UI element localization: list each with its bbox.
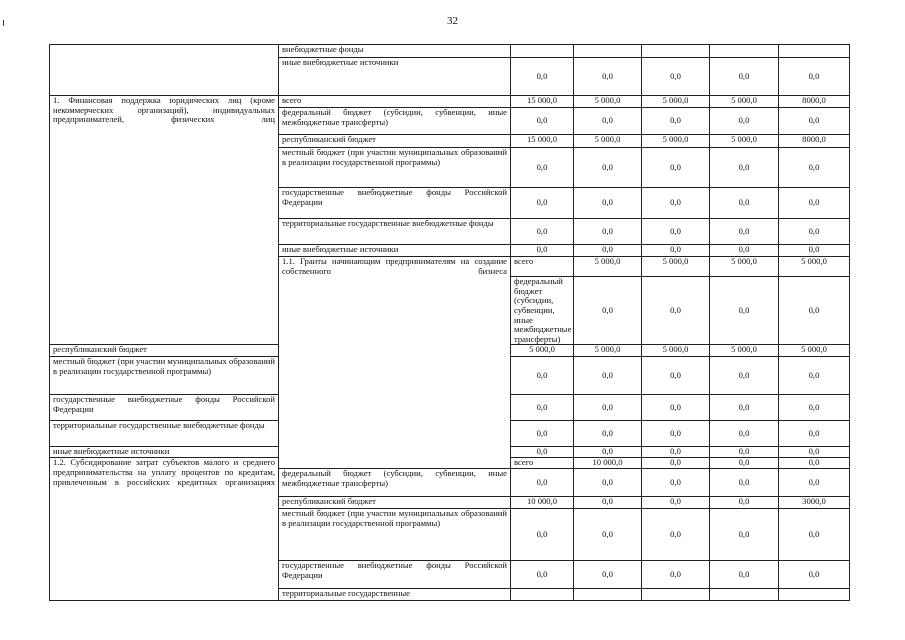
value-cell: 0,0 <box>642 108 710 135</box>
value-cell: 0,0 <box>779 188 850 219</box>
value-cell: 0,0 <box>642 357 710 395</box>
value-cell: 15 000,0 <box>511 96 574 108</box>
source-cell: территориальные государственные <box>279 589 511 601</box>
source-cell: внебюджетные фонды <box>279 45 511 58</box>
value-cell: 0,0 <box>710 188 779 219</box>
value-cell: 5 000,0 <box>710 96 779 108</box>
source-cell: республиканский бюджет <box>279 497 511 509</box>
value-cell: 5 000,0 <box>779 345 850 357</box>
value-cell: 0,0 <box>574 469 642 497</box>
source-cell: федеральный бюджет (субсидии, субвенции, иные межбюджетные трансферты) <box>279 469 511 497</box>
value-cell: 0,0 <box>511 58 574 96</box>
value-cell: 5 000,0 <box>574 135 642 148</box>
source-cell: республиканский бюджет <box>279 135 511 148</box>
value-cell: 0,0 <box>642 421 710 447</box>
measure-cell: 1.1. Гранты начинающим предпринимателям на создание собственного бизнеса <box>279 257 511 469</box>
source-cell: иные внебюджетные источники <box>279 245 511 257</box>
value-cell: 0,0 <box>710 395 779 421</box>
value-cell: 0,0 <box>779 277 850 345</box>
value-cell: 5 000,0 <box>574 257 642 277</box>
value-cell: 0,0 <box>779 458 850 469</box>
value-cell: 0,0 <box>642 447 710 458</box>
value-cell: 5 000,0 <box>574 96 642 108</box>
value-cell: 8000,0 <box>779 135 850 148</box>
value-cell: 5 000,0 <box>779 257 850 277</box>
value-cell: 0,0 <box>710 497 779 509</box>
value-cell <box>710 45 779 58</box>
value-cell: 0,0 <box>574 277 642 345</box>
value-cell: 0,0 <box>710 447 779 458</box>
source-cell: всего <box>511 458 574 469</box>
value-cell: 0,0 <box>779 395 850 421</box>
source-cell: всего <box>511 257 574 277</box>
value-cell: 0,0 <box>710 277 779 345</box>
value-cell: 0,0 <box>710 469 779 497</box>
value-cell: 10 000,0 <box>574 458 642 469</box>
value-cell <box>642 45 710 58</box>
source-cell: местный бюджет (при участии муниципальных образований в реализации государственной программы) <box>279 509 511 561</box>
value-cell: 5 000,0 <box>642 96 710 108</box>
value-cell: 8000,0 <box>779 96 850 108</box>
measure-cell: 1. Финансовая поддержка юридических лиц (кроме некоммерческих организаций), индивидуальных предпринимателей, физических лиц <box>50 96 279 345</box>
value-cell: 0,0 <box>779 469 850 497</box>
measure-cell: 1.2. Субсидирование затрат субъектов малого и среднего предпринимательства на уплату процентов по кредитам, привлеченным в российских кредитных организациях <box>50 458 279 601</box>
source-cell: государственные внебюджетные фонды Российской Федерации <box>279 188 511 219</box>
value-cell: 0,0 <box>574 188 642 219</box>
value-cell: 0,0 <box>511 188 574 219</box>
source-cell: местный бюджет (при участии муниципальных образований в реализации государственной программы) <box>279 148 511 188</box>
value-cell: 0,0 <box>642 58 710 96</box>
table-row <box>50 45 850 58</box>
source-cell: территориальные государственные внебюджетные фонды <box>50 421 279 447</box>
value-cell: 0,0 <box>574 108 642 135</box>
value-cell <box>511 45 574 58</box>
value-cell: 0,0 <box>511 357 574 395</box>
value-cell: 0,0 <box>779 421 850 447</box>
value-cell: 0,0 <box>642 148 710 188</box>
value-cell: 0,0 <box>642 469 710 497</box>
value-cell <box>574 45 642 58</box>
value-cell: 0,0 <box>779 108 850 135</box>
value-cell: 0,0 <box>642 277 710 345</box>
value-cell: 0,0 <box>574 561 642 589</box>
value-cell: 0,0 <box>710 561 779 589</box>
value-cell: 0,0 <box>511 148 574 188</box>
value-cell: 0,0 <box>574 219 642 245</box>
value-cell: 0,0 <box>710 245 779 257</box>
value-cell: 0,0 <box>779 561 850 589</box>
measure-cell <box>50 45 279 96</box>
value-cell: 0,0 <box>710 219 779 245</box>
value-cell: 0,0 <box>574 509 642 561</box>
value-cell: 0,0 <box>574 395 642 421</box>
value-cell: 5 000,0 <box>642 345 710 357</box>
value-cell <box>779 45 850 58</box>
source-cell: республиканский бюджет <box>50 345 279 357</box>
page-number: 32 <box>447 15 458 27</box>
source-cell: иные внебюджетные источники <box>279 58 511 96</box>
value-cell: 0,0 <box>574 245 642 257</box>
value-cell <box>642 589 710 601</box>
value-cell: 0,0 <box>642 188 710 219</box>
value-cell: 3000,0 <box>779 497 850 509</box>
value-cell: 0,0 <box>779 148 850 188</box>
source-cell: всего <box>279 96 511 108</box>
value-cell: 0,0 <box>779 357 850 395</box>
value-cell: 5 000,0 <box>710 345 779 357</box>
value-cell: 0,0 <box>574 497 642 509</box>
value-cell: 0,0 <box>710 421 779 447</box>
value-cell: 0,0 <box>710 458 779 469</box>
value-cell: 0,0 <box>511 245 574 257</box>
value-cell: 0,0 <box>642 458 710 469</box>
value-cell: 0,0 <box>710 509 779 561</box>
value-cell <box>511 589 574 601</box>
value-cell: 0,0 <box>511 469 574 497</box>
value-cell: 5 000,0 <box>642 135 710 148</box>
source-cell: федеральный бюджет (субсидии, субвенции, иные межбюджетные трансферты) <box>279 108 511 135</box>
value-cell: 0,0 <box>574 148 642 188</box>
value-cell: 0,0 <box>779 245 850 257</box>
value-cell: 0,0 <box>642 245 710 257</box>
value-cell: 0,0 <box>511 219 574 245</box>
value-cell: 5 000,0 <box>710 135 779 148</box>
value-cell: 5 000,0 <box>642 257 710 277</box>
source-cell: местный бюджет (при участии муниципальных образований в реализации государственной программы) <box>50 357 279 395</box>
value-cell: 0,0 <box>710 58 779 96</box>
value-cell: 0,0 <box>779 58 850 96</box>
value-cell: 0,0 <box>779 219 850 245</box>
value-cell: 0,0 <box>511 509 574 561</box>
value-cell: 0,0 <box>574 447 642 458</box>
value-cell: 0,0 <box>511 421 574 447</box>
value-cell: 0,0 <box>574 421 642 447</box>
value-cell: 0,0 <box>574 58 642 96</box>
source-cell: территориальные государственные внебюджетные фонды <box>279 219 511 245</box>
value-cell: 0,0 <box>710 108 779 135</box>
value-cell: 0,0 <box>710 148 779 188</box>
value-cell <box>574 589 642 601</box>
source-cell: государственные внебюджетные фонды Российской Федерации <box>50 395 279 421</box>
value-cell: 10 000,0 <box>511 497 574 509</box>
value-cell: 0,0 <box>511 108 574 135</box>
value-cell: 0,0 <box>642 219 710 245</box>
value-cell: 0,0 <box>642 395 710 421</box>
budget-table <box>49 44 850 601</box>
value-cell: 0,0 <box>710 357 779 395</box>
value-cell: 0,0 <box>642 509 710 561</box>
value-cell: 5 000,0 <box>574 345 642 357</box>
value-cell: 5 000,0 <box>511 345 574 357</box>
value-cell: 0,0 <box>779 509 850 561</box>
value-cell: 0,0 <box>511 561 574 589</box>
value-cell: 0,0 <box>574 357 642 395</box>
source-cell: государственные внебюджетные фонды Российской Федерации <box>279 561 511 589</box>
value-cell: 0,0 <box>642 561 710 589</box>
table-row <box>50 96 850 108</box>
value-cell: 0,0 <box>511 447 574 458</box>
value-cell: 15 000,0 <box>511 135 574 148</box>
value-cell: 0,0 <box>642 497 710 509</box>
value-cell: 0,0 <box>511 395 574 421</box>
value-cell <box>710 589 779 601</box>
value-cell: 0,0 <box>779 447 850 458</box>
source-cell: федеральный бюджет (субсидии, субвенции, иные межбюджетные трансферты) <box>511 277 574 345</box>
value-cell: 5 000,0 <box>710 257 779 277</box>
source-cell: иные внебюджетные источники <box>50 447 279 458</box>
value-cell <box>779 589 850 601</box>
